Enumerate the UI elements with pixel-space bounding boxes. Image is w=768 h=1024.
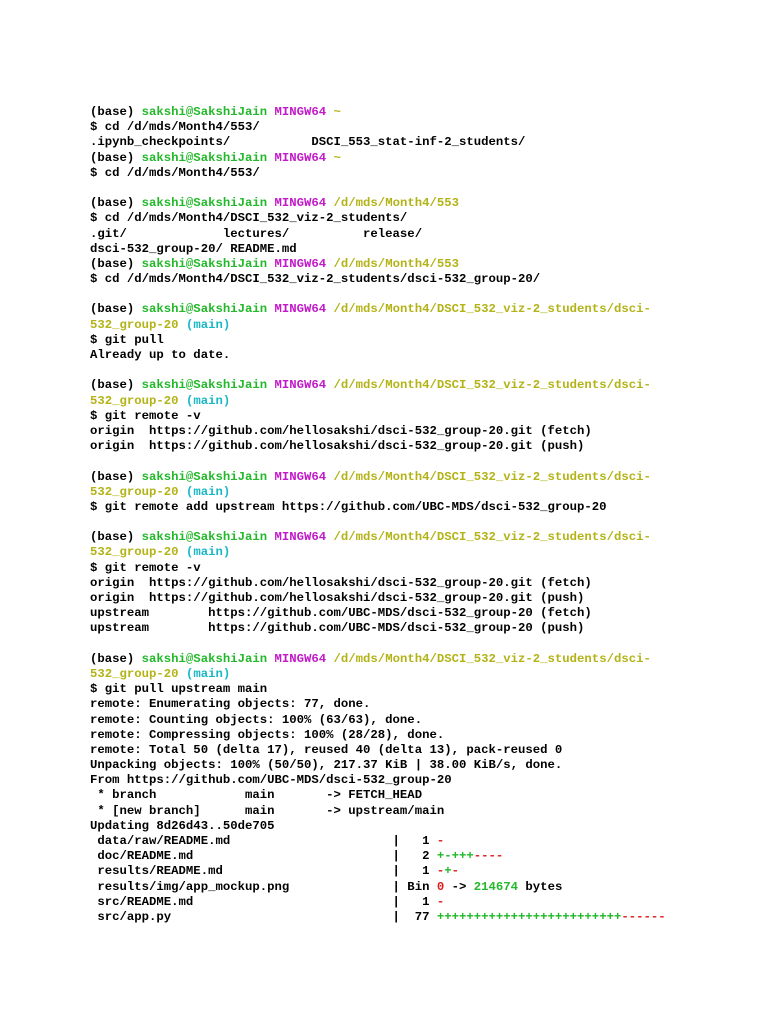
diff-deletions: - xyxy=(436,864,445,879)
terminal-text: $ git remote -v xyxy=(90,408,201,423)
terminal-line xyxy=(90,910,750,925)
terminal-text: * branch main -> FETCH_HEAD xyxy=(90,788,423,803)
prompt-user: sakshi@SakshiJain xyxy=(141,378,268,393)
prompt-path: /d/mds/Month4/DSCI_532_viz-2_students/dsci- xyxy=(326,530,651,545)
terminal-line xyxy=(90,424,750,439)
terminal-line xyxy=(90,880,750,895)
prompt-path: 532_group-20 xyxy=(90,545,179,560)
terminal-line xyxy=(90,348,750,363)
diff-deletions: - xyxy=(436,834,445,848)
prompt-system: MINGW64 xyxy=(274,150,327,165)
prompt-user: sakshi@SakshiJain xyxy=(141,302,268,317)
terminal-line xyxy=(90,758,750,773)
terminal-text: Unpacking objects: 100% (50/50), 217.37 KiB | 38.00 KiB/s, done. xyxy=(90,758,563,773)
terminal-text: origin https://github.com/hellosakshi/dsci-532_group-20.git (fetch) xyxy=(90,423,592,438)
prompt-branch: (main) xyxy=(178,484,231,499)
blank-line xyxy=(90,637,750,652)
prompt-path: /d/mds/Month4/DSCI_532_viz-2_students/dsci- xyxy=(326,469,651,484)
terminal-text: bytes xyxy=(518,879,563,894)
prompt-user: sakshi@SakshiJain xyxy=(141,196,268,211)
terminal-text xyxy=(267,652,274,666)
terminal-text: remote: Enumerating objects: 77, done. xyxy=(90,697,371,712)
prompt-path: 532_group-20 xyxy=(90,393,179,408)
blank-line xyxy=(90,181,750,196)
terminal-text xyxy=(267,196,274,210)
terminal-text: dsci-532_group-20/ README.md xyxy=(90,241,297,256)
terminal-text: (base) xyxy=(90,378,142,393)
prompt-branch: (main) xyxy=(178,545,231,560)
terminal-line xyxy=(90,500,750,515)
blank-line xyxy=(90,515,750,530)
prompt-system: MINGW64 xyxy=(274,530,327,545)
terminal-line xyxy=(90,135,750,150)
terminal-text: From https://github.com/UBC-MDS/dsci-532_group-20 xyxy=(90,773,452,788)
terminal-line xyxy=(90,394,750,409)
terminal-text: origin https://github.com/hellosakshi/dsci-532_group-20.git (push) xyxy=(90,591,585,605)
blank-line xyxy=(90,454,750,469)
terminal-line xyxy=(90,864,750,879)
terminal-line xyxy=(90,439,750,454)
terminal-line xyxy=(90,819,750,834)
terminal-line xyxy=(90,606,750,621)
terminal-text: (base) xyxy=(90,196,142,211)
prompt-system: MINGW64 xyxy=(274,378,327,393)
terminal-text: doc/README.md | 2 xyxy=(90,849,437,864)
prompt-path: ~ xyxy=(326,105,341,119)
prompt-path: 532_group-20 xyxy=(90,666,179,681)
terminal-text: $ git remote -v xyxy=(90,560,201,575)
terminal-line xyxy=(90,561,750,576)
diff-insertions: +++++++++++++++++++++++++ xyxy=(436,909,622,924)
blank-line xyxy=(90,363,750,378)
terminal-line xyxy=(90,591,750,606)
diff-deletions: - xyxy=(451,864,460,879)
terminal-line xyxy=(90,773,750,788)
terminal-output xyxy=(90,105,750,925)
terminal-text: $ cd /d/mds/Month4/DSCI_532_viz-2_students/ xyxy=(90,211,408,226)
prompt-path: /d/mds/Month4/DSCI_532_viz-2_students/dsci- xyxy=(326,302,651,317)
terminal-line xyxy=(90,470,750,485)
terminal-line xyxy=(90,667,750,682)
terminal-text: (base) xyxy=(90,469,142,484)
prompt-system: MINGW64 xyxy=(274,105,327,119)
terminal-line xyxy=(90,545,750,560)
terminal-line xyxy=(90,318,750,333)
terminal-text: upstream https://github.com/UBC-MDS/dsci-532_group-20 (push) xyxy=(90,621,585,636)
terminal-line xyxy=(90,576,750,591)
terminal-text: $ cd /d/mds/Month4/DSCI_532_viz-2_students/dsci-532_group-20/ xyxy=(90,272,541,287)
terminal-text: .ipynb_checkpoints/ DSCI_553_stat-inf-2_students/ xyxy=(90,135,526,150)
terminal-line xyxy=(90,682,750,697)
terminal-text xyxy=(267,530,274,544)
prompt-user: sakshi@SakshiJain xyxy=(141,469,268,484)
terminal-text: (base) xyxy=(90,302,142,317)
terminal-text: * [new branch] main -> upstream/main xyxy=(90,803,445,818)
prompt-path: 532_group-20 xyxy=(90,317,179,332)
prompt-path: /d/mds/Month4/DSCI_532_viz-2_students/dsci- xyxy=(326,651,651,666)
prompt-user: sakshi@SakshiJain xyxy=(141,256,268,271)
terminal-text xyxy=(267,470,274,484)
terminal-line xyxy=(90,895,750,910)
diff-deletions: - xyxy=(436,894,445,909)
terminal-line xyxy=(90,105,750,120)
prompt-path: /d/mds/Month4/553 xyxy=(326,256,459,271)
terminal-text: origin https://github.com/hellosakshi/dsci-532_group-20.git (push) xyxy=(90,439,585,454)
terminal-text xyxy=(267,302,274,316)
terminal-text xyxy=(267,105,274,119)
terminal-text: $ git pull xyxy=(90,332,164,347)
prompt-user: sakshi@SakshiJain xyxy=(141,105,268,119)
terminal-text: results/img/app_mockup.png | Bin xyxy=(90,879,437,894)
prompt-system: MINGW64 xyxy=(274,651,327,666)
terminal-text: $ git pull upstream main xyxy=(90,682,268,697)
prompt-path: 532_group-20 xyxy=(90,484,179,499)
terminal-line xyxy=(90,804,750,819)
blank-line xyxy=(90,287,750,302)
terminal-line xyxy=(90,227,750,242)
terminal-text: results/README.md | 1 xyxy=(90,864,437,879)
terminal-line xyxy=(90,272,750,287)
prompt-system: MINGW64 xyxy=(274,469,327,484)
terminal-line xyxy=(90,333,750,348)
terminal-line xyxy=(90,409,750,424)
terminal-text xyxy=(267,257,274,271)
terminal-text: Updating 8d26d43..50de705 xyxy=(90,818,275,833)
terminal-line xyxy=(90,728,750,743)
prompt-system: MINGW64 xyxy=(274,302,327,317)
terminal-text: Already up to date. xyxy=(90,348,231,362)
prompt-user: sakshi@SakshiJain xyxy=(141,651,268,666)
prompt-user: sakshi@SakshiJain xyxy=(141,530,268,545)
prompt-branch: (main) xyxy=(178,393,231,408)
terminal-line xyxy=(90,166,750,181)
terminal-line xyxy=(90,151,750,166)
terminal-line xyxy=(90,621,750,636)
terminal-line xyxy=(90,257,750,272)
terminal-line xyxy=(90,788,750,803)
terminal-line xyxy=(90,743,750,758)
terminal-text: .git/ lectures/ release/ xyxy=(90,226,423,241)
terminal-text xyxy=(267,378,274,392)
prompt-branch: (main) xyxy=(178,666,231,681)
terminal-line xyxy=(90,530,750,545)
prompt-system: MINGW64 xyxy=(274,256,327,271)
terminal-text xyxy=(267,151,274,165)
diff-insertions: 214674 xyxy=(473,879,519,894)
prompt-system: MINGW64 xyxy=(274,196,327,211)
terminal-text: $ git remote add upstream https://github.com/UBC-MDS/dsci-532_group-20 xyxy=(90,499,607,514)
terminal-line xyxy=(90,196,750,211)
diff-deletions: 0 xyxy=(436,879,445,894)
prompt-user: sakshi@SakshiJain xyxy=(141,150,268,165)
diff-insertions: +-+++ xyxy=(436,849,474,864)
terminal-text: remote: Compressing objects: 100% (28/28), done. xyxy=(90,727,445,742)
terminal-text: (base) xyxy=(90,105,142,119)
terminal-line xyxy=(90,120,750,135)
diff-deletions: ---- xyxy=(473,849,504,864)
terminal-text: remote: Total 50 (delta 17), reused 40 (delta 13), pack-reused 0 xyxy=(90,742,563,757)
terminal-text: (base) xyxy=(90,530,142,545)
terminal-text: src/README.md | 1 xyxy=(90,894,437,909)
prompt-path: /d/mds/Month4/553 xyxy=(326,196,459,211)
terminal-text: $ cd /d/mds/Month4/553/ xyxy=(90,120,260,135)
terminal-text: (base) xyxy=(90,651,142,666)
diff-deletions: ------ xyxy=(621,909,666,924)
terminal-line xyxy=(90,485,750,500)
terminal-text: -> xyxy=(444,879,474,894)
prompt-branch: (main) xyxy=(178,317,231,332)
terminal-line xyxy=(90,211,750,226)
terminal-line xyxy=(90,302,750,317)
terminal-line xyxy=(90,849,750,864)
terminal-text: (base) xyxy=(90,256,142,271)
terminal-text: origin https://github.com/hellosakshi/dsci-532_group-20.git (fetch) xyxy=(90,575,592,590)
terminal-text: data/raw/README.md | 1 xyxy=(90,834,437,848)
terminal-line xyxy=(90,697,750,712)
terminal-text: (base) xyxy=(90,150,142,165)
terminal-line xyxy=(90,713,750,728)
terminal-line xyxy=(90,378,750,393)
terminal-line xyxy=(90,652,750,667)
terminal-line xyxy=(90,242,750,257)
prompt-path: ~ xyxy=(326,150,341,165)
terminal-line xyxy=(90,834,750,849)
prompt-path: /d/mds/Month4/DSCI_532_viz-2_students/dsci- xyxy=(326,378,651,393)
terminal-text: src/app.py | 77 xyxy=(90,909,437,924)
terminal-text: remote: Counting objects: 100% (63/63), done. xyxy=(90,712,423,727)
diff-insertions: + xyxy=(444,864,452,879)
terminal-text: upstream https://github.com/UBC-MDS/dsci-532_group-20 (fetch) xyxy=(90,606,592,621)
terminal-text: $ cd /d/mds/Month4/553/ xyxy=(90,165,260,180)
